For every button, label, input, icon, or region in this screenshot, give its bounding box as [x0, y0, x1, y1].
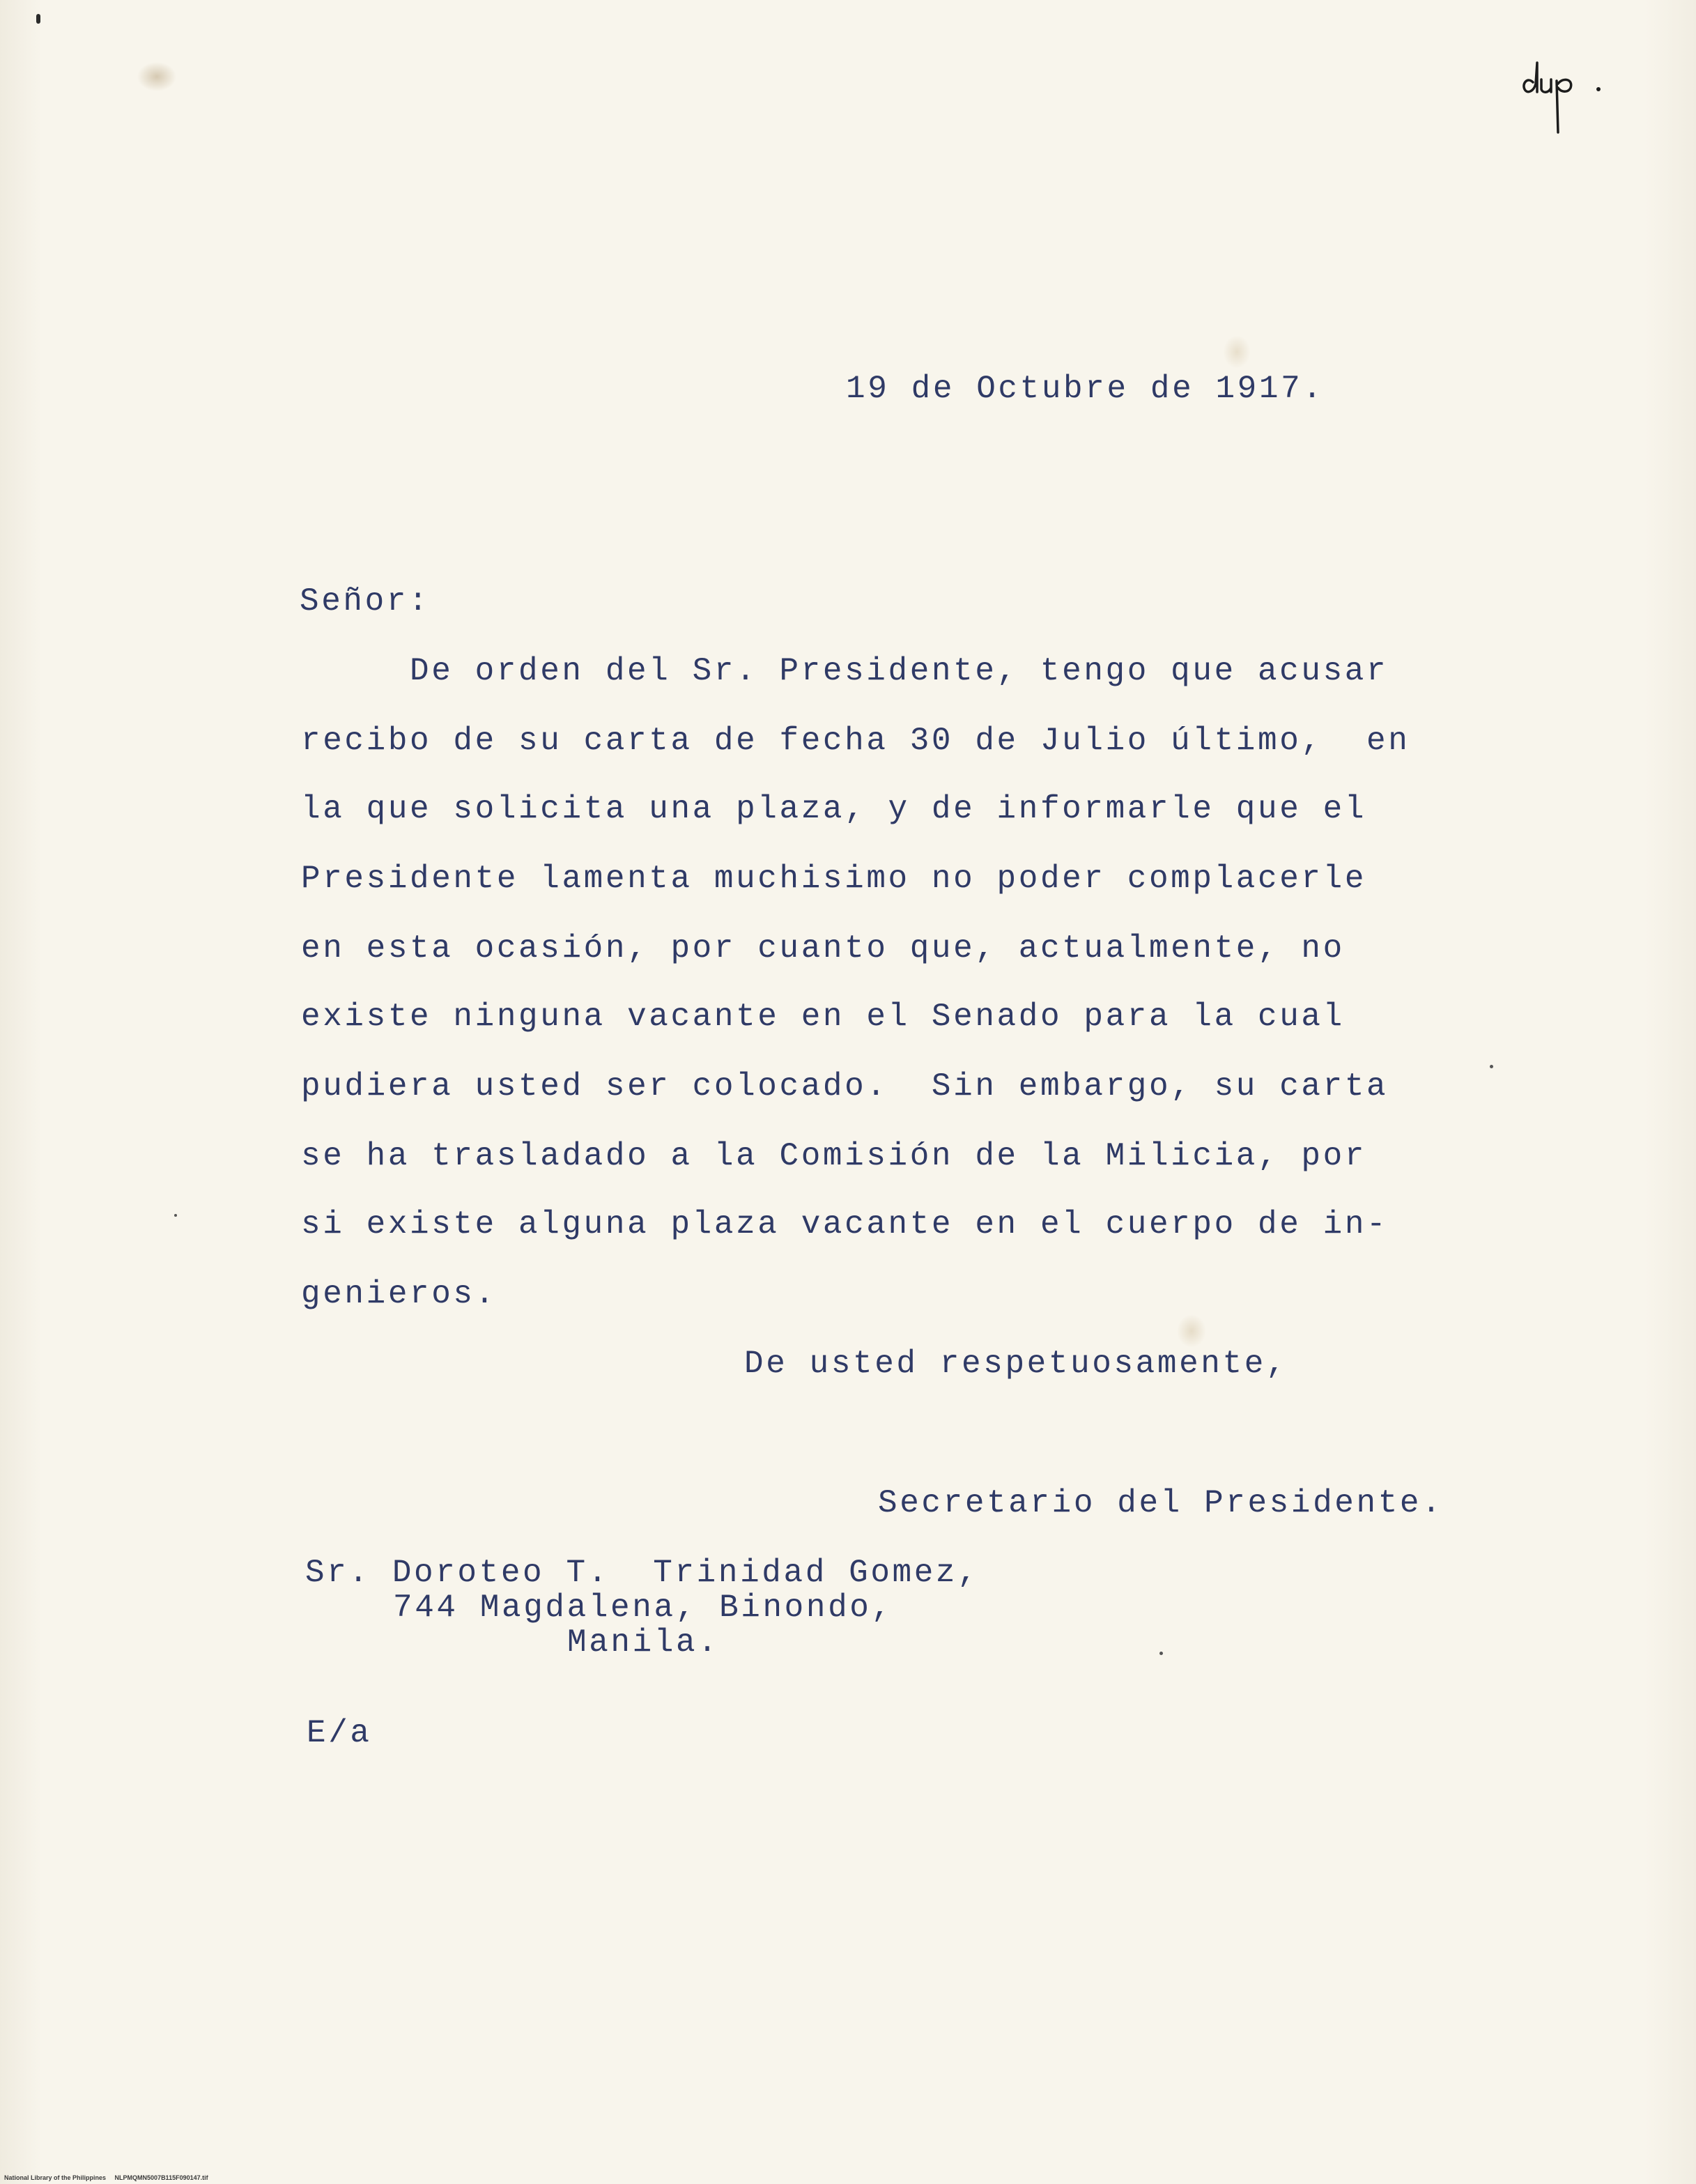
body-line-2: recibo de su carta de fecha 30 de Julio último, en: [301, 723, 1410, 759]
footer-file-id: NLPMQMN5007B115F090147.tif: [114, 2174, 208, 2181]
body-line-1: De orden del Sr. Presidente, tengo que acusar: [410, 653, 1389, 689]
letter-date: 19 de Octubre de 1917.: [846, 371, 1325, 407]
paper-speck: [1159, 1652, 1163, 1655]
salutation: Señor:: [300, 583, 431, 620]
reference-initials: E/a: [307, 1715, 372, 1751]
paper-speck: [1490, 1065, 1493, 1068]
body-line-10: genieros.: [301, 1276, 497, 1312]
address-line-3: Manila.: [567, 1624, 720, 1661]
body-line-5: en esta ocasión, por cuanto que, actualmente, no: [301, 930, 1345, 967]
body-line-9: si existe alguna plaza vacante en el cuerpo de in-: [301, 1206, 1389, 1243]
paper-speck: [174, 1214, 177, 1217]
footer-institution: National Library of the Philippines: [4, 2174, 107, 2181]
signature-title: Secretario del Presidente.: [878, 1485, 1444, 1521]
body-line-4: Presidente lamenta muchisimo no poder complacerle: [301, 861, 1367, 897]
handwritten-dup-annotation: [1520, 49, 1611, 139]
paper-speck: [36, 14, 40, 24]
address-line-2: 744 Magdalena, Binondo,: [393, 1590, 893, 1626]
archive-footer: [4, 2174, 208, 2181]
body-line-8: se ha trasladado a la Comisión de la Milicia, por: [301, 1138, 1367, 1174]
body-line-7: pudiera usted ser colocado. Sin embargo, su carta: [301, 1068, 1389, 1105]
body-line-3: la que solicita una plaza, y de informarle que el: [301, 791, 1367, 827]
closing: De usted respetuosamente,: [744, 1346, 1288, 1382]
address-line-1: Sr. Doroteo T. Trinidad Gomez,: [305, 1555, 980, 1591]
body-line-6: existe ninguna vacante en el Senado para la cual: [301, 999, 1345, 1035]
